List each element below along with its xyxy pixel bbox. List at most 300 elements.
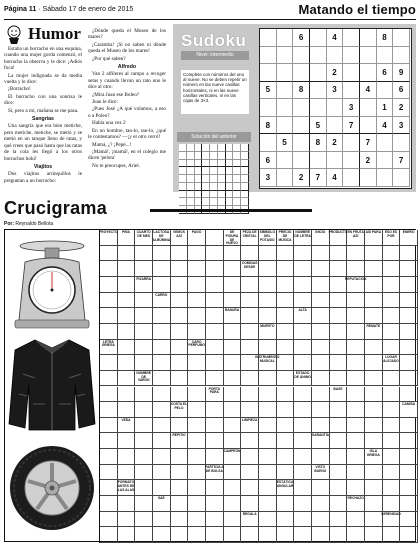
sudoku-cell[interactable] xyxy=(310,99,327,117)
crossword-answer-cell[interactable] xyxy=(330,371,348,387)
crossword-answer-cell[interactable] xyxy=(365,480,383,496)
sudoku-cell[interactable]: 7 xyxy=(310,169,327,187)
crossword-answer-cell[interactable] xyxy=(153,308,171,324)
crossword-answer-cell[interactable] xyxy=(347,449,365,465)
crossword-answer-cell[interactable] xyxy=(188,324,206,340)
crossword-answer-cell[interactable] xyxy=(294,402,312,418)
crossword-answer-cell[interactable] xyxy=(241,308,259,324)
crossword-answer-cell[interactable] xyxy=(153,402,171,418)
crossword-answer-cell[interactable] xyxy=(224,261,242,277)
crossword-answer-cell[interactable] xyxy=(330,465,348,481)
crossword-answer-cell[interactable] xyxy=(206,449,224,465)
crossword-answer-cell[interactable] xyxy=(312,308,330,324)
crossword-answer-cell[interactable] xyxy=(294,418,312,434)
crossword-answer-cell[interactable] xyxy=(383,387,401,403)
sudoku-cell[interactable]: 7 xyxy=(343,117,360,135)
sudoku-cell[interactable] xyxy=(327,99,344,117)
crossword-answer-cell[interactable] xyxy=(312,261,330,277)
crossword-answer-cell[interactable] xyxy=(171,480,189,496)
crossword-answer-cell[interactable] xyxy=(400,527,418,543)
crossword-answer-cell[interactable] xyxy=(330,512,348,528)
crossword-answer-cell[interactable] xyxy=(365,402,383,418)
crossword-answer-cell[interactable] xyxy=(277,433,295,449)
crossword-answer-cell[interactable] xyxy=(100,496,118,512)
crossword-answer-cell[interactable] xyxy=(312,340,330,356)
crossword-answer-cell[interactable] xyxy=(259,527,277,543)
crossword-answer-cell[interactable] xyxy=(330,449,348,465)
crossword-answer-cell[interactable] xyxy=(347,293,365,309)
sudoku-cell[interactable]: 4 xyxy=(327,169,344,187)
crossword-answer-cell[interactable] xyxy=(365,371,383,387)
crossword-answer-cell[interactable] xyxy=(118,512,136,528)
crossword-answer-cell[interactable] xyxy=(241,340,259,356)
crossword-answer-cell[interactable] xyxy=(206,496,224,512)
crossword-answer-cell[interactable] xyxy=(259,277,277,293)
crossword-answer-cell[interactable] xyxy=(118,293,136,309)
sudoku-cell[interactable]: 2 xyxy=(327,134,344,152)
sudoku-cell[interactable] xyxy=(293,64,310,82)
crossword-answer-cell[interactable] xyxy=(100,402,118,418)
crossword-answer-cell[interactable] xyxy=(118,355,136,371)
crossword-answer-cell[interactable] xyxy=(135,512,153,528)
crossword-answer-cell[interactable] xyxy=(188,355,206,371)
crossword-answer-cell[interactable] xyxy=(171,293,189,309)
crossword-answer-cell[interactable] xyxy=(171,527,189,543)
crossword-answer-cell[interactable] xyxy=(365,277,383,293)
crossword-answer-cell[interactable] xyxy=(135,355,153,371)
crossword-answer-cell[interactable] xyxy=(224,293,242,309)
crossword-answer-cell[interactable] xyxy=(400,324,418,340)
crossword-answer-cell[interactable] xyxy=(383,308,401,324)
crossword-answer-cell[interactable] xyxy=(135,527,153,543)
crossword-answer-cell[interactable] xyxy=(171,449,189,465)
sudoku-cell[interactable] xyxy=(327,47,344,65)
crossword-answer-cell[interactable] xyxy=(188,371,206,387)
crossword-answer-cell[interactable] xyxy=(259,465,277,481)
crossword-answer-cell[interactable] xyxy=(206,246,224,262)
crossword-answer-cell[interactable] xyxy=(259,402,277,418)
crossword-answer-cell[interactable] xyxy=(241,371,259,387)
crossword-answer-cell[interactable] xyxy=(383,433,401,449)
crossword-answer-cell[interactable] xyxy=(294,465,312,481)
sudoku-cell[interactable] xyxy=(260,99,277,117)
crossword-answer-cell[interactable] xyxy=(259,387,277,403)
sudoku-cell[interactable] xyxy=(310,152,327,170)
crossword-answer-cell[interactable] xyxy=(241,324,259,340)
sudoku-cell[interactable]: 5 xyxy=(277,134,294,152)
crossword-answer-cell[interactable] xyxy=(153,371,171,387)
crossword-answer-cell[interactable] xyxy=(241,433,259,449)
crossword-answer-cell[interactable] xyxy=(400,480,418,496)
crossword-answer-cell[interactable] xyxy=(277,418,295,434)
crossword-answer-cell[interactable] xyxy=(312,277,330,293)
crossword-answer-cell[interactable] xyxy=(224,512,242,528)
crossword-answer-cell[interactable] xyxy=(294,512,312,528)
crossword-answer-cell[interactable] xyxy=(383,293,401,309)
crossword-answer-cell[interactable] xyxy=(153,480,171,496)
crossword-answer-cell[interactable] xyxy=(383,496,401,512)
crossword-answer-cell[interactable] xyxy=(153,449,171,465)
sudoku-cell[interactable]: 2 xyxy=(327,64,344,82)
crossword-answer-cell[interactable] xyxy=(347,527,365,543)
crossword-answer-cell[interactable] xyxy=(365,387,383,403)
crossword-answer-cell[interactable] xyxy=(400,418,418,434)
crossword-answer-cell[interactable] xyxy=(153,324,171,340)
crossword-answer-cell[interactable] xyxy=(347,465,365,481)
crossword-answer-cell[interactable] xyxy=(188,387,206,403)
sudoku-cell[interactable]: 8 xyxy=(310,134,327,152)
crossword-answer-cell[interactable] xyxy=(118,527,136,543)
sudoku-cell[interactable]: 5 xyxy=(310,117,327,135)
crossword-answer-cell[interactable] xyxy=(224,324,242,340)
crossword-answer-cell[interactable] xyxy=(312,527,330,543)
crossword-answer-cell[interactable] xyxy=(118,261,136,277)
sudoku-cell[interactable] xyxy=(277,117,294,135)
crossword-answer-cell[interactable] xyxy=(171,465,189,481)
sudoku-cell[interactable] xyxy=(377,47,394,65)
crossword-answer-cell[interactable] xyxy=(135,293,153,309)
sudoku-cell[interactable] xyxy=(277,47,294,65)
crossword-answer-cell[interactable] xyxy=(330,433,348,449)
crossword-answer-cell[interactable] xyxy=(118,496,136,512)
crossword-answer-cell[interactable] xyxy=(224,418,242,434)
crossword-answer-cell[interactable] xyxy=(118,433,136,449)
crossword-answer-cell[interactable] xyxy=(347,355,365,371)
crossword-answer-cell[interactable] xyxy=(206,340,224,356)
crossword-answer-cell[interactable] xyxy=(100,418,118,434)
crossword-answer-cell[interactable] xyxy=(135,465,153,481)
crossword-answer-cell[interactable] xyxy=(294,527,312,543)
crossword-answer-cell[interactable] xyxy=(330,418,348,434)
sudoku-cell[interactable]: 8 xyxy=(260,117,277,135)
crossword-answer-cell[interactable] xyxy=(241,293,259,309)
sudoku-cell[interactable]: 1 xyxy=(377,99,394,117)
crossword-answer-cell[interactable] xyxy=(330,340,348,356)
crossword-answer-cell[interactable] xyxy=(347,402,365,418)
crossword-answer-cell[interactable] xyxy=(188,308,206,324)
crossword-answer-cell[interactable] xyxy=(100,449,118,465)
crossword-answer-cell[interactable] xyxy=(277,324,295,340)
crossword-answer-cell[interactable] xyxy=(153,433,171,449)
crossword-answer-cell[interactable] xyxy=(330,261,348,277)
crossword-answer-cell[interactable] xyxy=(259,308,277,324)
crossword-answer-cell[interactable] xyxy=(171,387,189,403)
sudoku-cell[interactable]: 9 xyxy=(393,64,410,82)
crossword-answer-cell[interactable] xyxy=(224,527,242,543)
crossword-answer-cell[interactable] xyxy=(400,340,418,356)
crossword-answer-cell[interactable] xyxy=(188,449,206,465)
crossword-answer-cell[interactable] xyxy=(400,433,418,449)
sudoku-cell[interactable]: 3 xyxy=(260,169,277,187)
crossword-answer-cell[interactable] xyxy=(277,246,295,262)
sudoku-cell[interactable]: 2 xyxy=(393,99,410,117)
crossword-answer-cell[interactable] xyxy=(118,371,136,387)
crossword-answer-cell[interactable] xyxy=(347,512,365,528)
sudoku-cell[interactable] xyxy=(310,82,327,100)
crossword-answer-cell[interactable] xyxy=(100,277,118,293)
sudoku-cell[interactable] xyxy=(260,29,277,47)
crossword-answer-cell[interactable] xyxy=(312,324,330,340)
sudoku-cell[interactable] xyxy=(260,47,277,65)
crossword-answer-cell[interactable] xyxy=(383,371,401,387)
crossword-answer-cell[interactable] xyxy=(188,293,206,309)
crossword-answer-cell[interactable] xyxy=(277,402,295,418)
crossword-answer-cell[interactable] xyxy=(294,433,312,449)
crossword-answer-cell[interactable] xyxy=(312,371,330,387)
crossword-answer-cell[interactable] xyxy=(365,261,383,277)
crossword-answer-cell[interactable] xyxy=(312,355,330,371)
crossword-answer-cell[interactable] xyxy=(188,480,206,496)
crossword-answer-cell[interactable] xyxy=(400,308,418,324)
crossword-answer-cell[interactable] xyxy=(188,402,206,418)
crossword-answer-cell[interactable] xyxy=(135,324,153,340)
sudoku-cell[interactable]: 4 xyxy=(360,82,377,100)
sudoku-cell[interactable] xyxy=(293,152,310,170)
crossword-answer-cell[interactable] xyxy=(400,246,418,262)
crossword-answer-cell[interactable] xyxy=(365,355,383,371)
crossword-answer-cell[interactable] xyxy=(347,340,365,356)
crossword-answer-cell[interactable] xyxy=(294,496,312,512)
crossword-answer-cell[interactable] xyxy=(206,371,224,387)
crossword-answer-cell[interactable] xyxy=(259,512,277,528)
crossword-answer-cell[interactable] xyxy=(100,527,118,543)
crossword-answer-cell[interactable] xyxy=(383,277,401,293)
sudoku-cell[interactable] xyxy=(343,152,360,170)
crossword-answer-cell[interactable] xyxy=(277,340,295,356)
sudoku-cell[interactable] xyxy=(277,99,294,117)
crossword-answer-cell[interactable] xyxy=(330,496,348,512)
crossword-answer-cell[interactable] xyxy=(277,308,295,324)
crossword-answer-cell[interactable] xyxy=(100,355,118,371)
crossword-answer-cell[interactable] xyxy=(100,371,118,387)
crossword-answer-cell[interactable] xyxy=(153,277,171,293)
crossword-answer-cell[interactable] xyxy=(224,371,242,387)
crossword-answer-cell[interactable] xyxy=(277,496,295,512)
crossword-answer-cell[interactable] xyxy=(135,496,153,512)
crossword-answer-cell[interactable] xyxy=(294,324,312,340)
crossword-answer-cell[interactable] xyxy=(171,355,189,371)
crossword-answer-cell[interactable] xyxy=(188,465,206,481)
crossword-answer-cell[interactable] xyxy=(277,387,295,403)
sudoku-cell[interactable] xyxy=(343,64,360,82)
crossword-answer-cell[interactable] xyxy=(312,418,330,434)
crossword-answer-cell[interactable] xyxy=(277,465,295,481)
sudoku-cell[interactable]: 6 xyxy=(393,82,410,100)
crossword-answer-cell[interactable] xyxy=(153,527,171,543)
crossword-answer-cell[interactable] xyxy=(312,387,330,403)
crossword-answer-cell[interactable] xyxy=(312,246,330,262)
crossword-answer-cell[interactable] xyxy=(118,449,136,465)
crossword-answer-cell[interactable] xyxy=(347,371,365,387)
crossword-answer-cell[interactable] xyxy=(241,496,259,512)
sudoku-cell[interactable] xyxy=(277,64,294,82)
crossword-answer-cell[interactable] xyxy=(277,512,295,528)
crossword-answer-cell[interactable] xyxy=(241,465,259,481)
crossword-answer-cell[interactable] xyxy=(188,418,206,434)
crossword-answer-cell[interactable] xyxy=(171,277,189,293)
sudoku-cell[interactable] xyxy=(327,117,344,135)
sudoku-cell[interactable]: 8 xyxy=(377,29,394,47)
crossword-answer-cell[interactable] xyxy=(118,308,136,324)
crossword-answer-cell[interactable] xyxy=(383,324,401,340)
crossword-answer-cell[interactable] xyxy=(224,465,242,481)
crossword-answer-cell[interactable] xyxy=(153,261,171,277)
sudoku-cell[interactable] xyxy=(310,64,327,82)
crossword-answer-cell[interactable] xyxy=(206,293,224,309)
crossword-answer-cell[interactable] xyxy=(100,465,118,481)
crossword-answer-cell[interactable] xyxy=(365,527,383,543)
crossword-answer-cell[interactable] xyxy=(171,496,189,512)
sudoku-cell[interactable] xyxy=(393,169,410,187)
crossword-answer-cell[interactable] xyxy=(118,402,136,418)
crossword-answer-cell[interactable] xyxy=(135,387,153,403)
crossword-answer-cell[interactable] xyxy=(383,449,401,465)
crossword-answer-cell[interactable] xyxy=(400,512,418,528)
crossword-answer-cell[interactable] xyxy=(100,261,118,277)
sudoku-cell[interactable] xyxy=(360,29,377,47)
crossword-answer-cell[interactable] xyxy=(100,387,118,403)
crossword-answer-cell[interactable] xyxy=(188,246,206,262)
sudoku-cell[interactable]: 2 xyxy=(293,169,310,187)
sudoku-cell[interactable] xyxy=(360,117,377,135)
crossword-answer-cell[interactable] xyxy=(347,433,365,449)
crossword-answer-cell[interactable] xyxy=(206,355,224,371)
crossword-answer-cell[interactable] xyxy=(294,340,312,356)
crossword-answer-cell[interactable] xyxy=(153,246,171,262)
crossword-answer-cell[interactable] xyxy=(100,246,118,262)
crossword-answer-cell[interactable] xyxy=(277,261,295,277)
crossword-answer-cell[interactable] xyxy=(312,480,330,496)
crossword-answer-cell[interactable] xyxy=(118,387,136,403)
crossword-answer-cell[interactable] xyxy=(259,418,277,434)
crossword-answer-cell[interactable] xyxy=(224,340,242,356)
crossword-answer-cell[interactable] xyxy=(171,371,189,387)
crossword-answer-cell[interactable] xyxy=(241,449,259,465)
sudoku-cell[interactable]: 3 xyxy=(327,82,344,100)
crossword-answer-cell[interactable] xyxy=(294,387,312,403)
crossword-answer-cell[interactable] xyxy=(277,293,295,309)
crossword-answer-cell[interactable] xyxy=(383,340,401,356)
crossword-answer-cell[interactable] xyxy=(400,496,418,512)
crossword-answer-cell[interactable] xyxy=(135,402,153,418)
crossword-answer-cell[interactable] xyxy=(400,371,418,387)
sudoku-cell[interactable] xyxy=(393,29,410,47)
crossword-answer-cell[interactable] xyxy=(365,340,383,356)
sudoku-cell[interactable]: 8 xyxy=(293,82,310,100)
crossword-answer-cell[interactable] xyxy=(241,387,259,403)
crossword-answer-cell[interactable] xyxy=(153,418,171,434)
crossword-answer-cell[interactable] xyxy=(206,324,224,340)
crossword-answer-cell[interactable] xyxy=(294,355,312,371)
crossword-answer-cell[interactable] xyxy=(400,293,418,309)
crossword-answer-cell[interactable] xyxy=(400,449,418,465)
crossword-answer-cell[interactable] xyxy=(188,433,206,449)
sudoku-cell[interactable]: 5 xyxy=(260,82,277,100)
sudoku-cell[interactable] xyxy=(293,134,310,152)
crossword-answer-cell[interactable] xyxy=(171,324,189,340)
sudoku-cell[interactable]: 4 xyxy=(377,117,394,135)
crossword-answer-cell[interactable] xyxy=(188,512,206,528)
sudoku-cell[interactable]: 6 xyxy=(293,29,310,47)
crossword-answer-cell[interactable] xyxy=(206,261,224,277)
crossword-answer-cell[interactable] xyxy=(224,246,242,262)
crossword-answer-cell[interactable] xyxy=(153,387,171,403)
crossword-answer-cell[interactable] xyxy=(277,527,295,543)
crossword-answer-cell[interactable] xyxy=(400,355,418,371)
sudoku-cell[interactable]: 3 xyxy=(393,117,410,135)
crossword-answer-cell[interactable] xyxy=(294,261,312,277)
crossword-answer-cell[interactable] xyxy=(153,340,171,356)
crossword-answer-cell[interactable] xyxy=(294,246,312,262)
crossword-answer-cell[interactable] xyxy=(347,418,365,434)
crossword-answer-cell[interactable] xyxy=(277,371,295,387)
sudoku-cell[interactable] xyxy=(343,47,360,65)
crossword-answer-cell[interactable] xyxy=(135,480,153,496)
crossword-answer-cell[interactable] xyxy=(365,293,383,309)
crossword-answer-cell[interactable] xyxy=(100,480,118,496)
crossword-answer-cell[interactable] xyxy=(206,402,224,418)
crossword-answer-cell[interactable] xyxy=(135,449,153,465)
sudoku-cell[interactable] xyxy=(343,169,360,187)
crossword-answer-cell[interactable] xyxy=(135,246,153,262)
sudoku-cell[interactable] xyxy=(310,29,327,47)
crossword-answer-cell[interactable] xyxy=(259,433,277,449)
crossword-answer-cell[interactable] xyxy=(241,480,259,496)
crossword-answer-cell[interactable] xyxy=(118,246,136,262)
crossword-answer-cell[interactable] xyxy=(277,355,295,371)
sudoku-cell[interactable]: 3 xyxy=(343,99,360,117)
crossword-answer-cell[interactable] xyxy=(365,512,383,528)
sudoku-cell[interactable] xyxy=(260,64,277,82)
crossword-answer-cell[interactable] xyxy=(171,261,189,277)
sudoku-cell[interactable] xyxy=(327,152,344,170)
crossword-answer-cell[interactable] xyxy=(383,480,401,496)
crossword-answer-cell[interactable] xyxy=(330,402,348,418)
crossword-answer-cell[interactable] xyxy=(135,261,153,277)
sudoku-cell[interactable]: 6 xyxy=(260,152,277,170)
sudoku-cell[interactable] xyxy=(293,99,310,117)
crossword-answer-cell[interactable] xyxy=(259,246,277,262)
sudoku-cell[interactable] xyxy=(360,47,377,65)
sudoku-cell[interactable] xyxy=(277,169,294,187)
crossword-answer-cell[interactable] xyxy=(100,512,118,528)
sudoku-cell[interactable]: 6 xyxy=(377,64,394,82)
sudoku-cell[interactable] xyxy=(393,47,410,65)
crossword-answer-cell[interactable] xyxy=(294,449,312,465)
crossword-answer-cell[interactable] xyxy=(312,293,330,309)
sudoku-cell[interactable] xyxy=(377,169,394,187)
crossword-answer-cell[interactable] xyxy=(241,246,259,262)
crossword-answer-cell[interactable] xyxy=(347,308,365,324)
crossword-answer-cell[interactable] xyxy=(171,418,189,434)
crossword-answer-cell[interactable] xyxy=(330,324,348,340)
sudoku-cell[interactable] xyxy=(293,117,310,135)
crossword-answer-cell[interactable] xyxy=(118,465,136,481)
sudoku-cell[interactable] xyxy=(377,134,394,152)
crossword-answer-cell[interactable] xyxy=(383,527,401,543)
crossword-answer-cell[interactable] xyxy=(241,527,259,543)
crossword-answer-cell[interactable] xyxy=(206,418,224,434)
crossword-answer-cell[interactable] xyxy=(224,402,242,418)
sudoku-cell[interactable] xyxy=(310,47,327,65)
crossword-answer-cell[interactable] xyxy=(135,418,153,434)
crossword-answer-cell[interactable] xyxy=(365,246,383,262)
sudoku-cell[interactable]: 4 xyxy=(327,29,344,47)
crossword-answer-cell[interactable] xyxy=(171,308,189,324)
crossword-answer-cell[interactable] xyxy=(241,277,259,293)
crossword-answer-cell[interactable] xyxy=(277,449,295,465)
crossword-answer-cell[interactable] xyxy=(312,512,330,528)
